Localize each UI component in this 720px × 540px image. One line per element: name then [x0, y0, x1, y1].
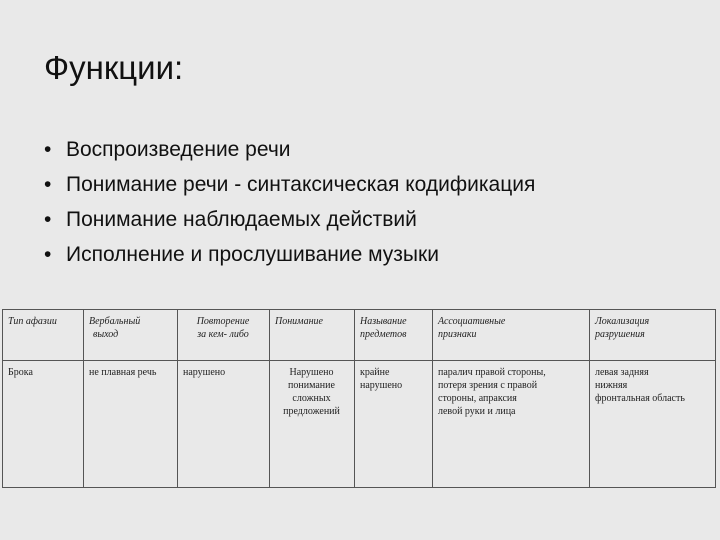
- cell-naming: крайне нарушено: [355, 361, 433, 488]
- header-cell-type: Тип афазии: [3, 310, 84, 361]
- header-cell-understanding: Понимание: [270, 310, 355, 361]
- slide-title: Функции:: [44, 49, 184, 86]
- table-row: [3, 361, 716, 488]
- cell-localization: левая задняя нижняя фронтальная область: [590, 361, 716, 488]
- header-cell-localization: Локализация разрушения: [590, 310, 716, 361]
- list-item: • Воспроизведение речи: [44, 132, 535, 167]
- cell-type: Брока: [3, 361, 84, 488]
- aphasia-table: [2, 309, 716, 488]
- table-header-row: [3, 310, 716, 361]
- header-cell-naming: Называние предметов: [355, 310, 433, 361]
- cell-associated-signs: паралич правой стороны, потеря зрения с правой стороны, апраксия левой руки и лица: [433, 361, 590, 488]
- cell-verbal-output: не плавная речь: [84, 361, 178, 488]
- function-list: [44, 132, 535, 272]
- header-cell-verbal-output: Вербальный выход: [84, 310, 178, 361]
- bullet-icon: •: [44, 138, 52, 161]
- header-cell-associated-signs: Ассоциативные признаки: [433, 310, 590, 361]
- header-cell-repetition: Повторение за кем- либо: [178, 310, 270, 361]
- bullet-icon: •: [44, 208, 52, 231]
- bullet-icon: •: [44, 243, 52, 266]
- list-item: • Исполнение и прослушивание музыки: [44, 237, 535, 272]
- list-item: • Понимание речи - синтаксическая кодификация: [44, 167, 535, 202]
- cell-understanding: Нарушено понимание сложных предложений: [270, 361, 355, 488]
- list-item: • Понимание наблюдаемых действий: [44, 202, 535, 237]
- bullet-icon: •: [44, 173, 52, 196]
- cell-repetition: нарушено: [178, 361, 270, 488]
